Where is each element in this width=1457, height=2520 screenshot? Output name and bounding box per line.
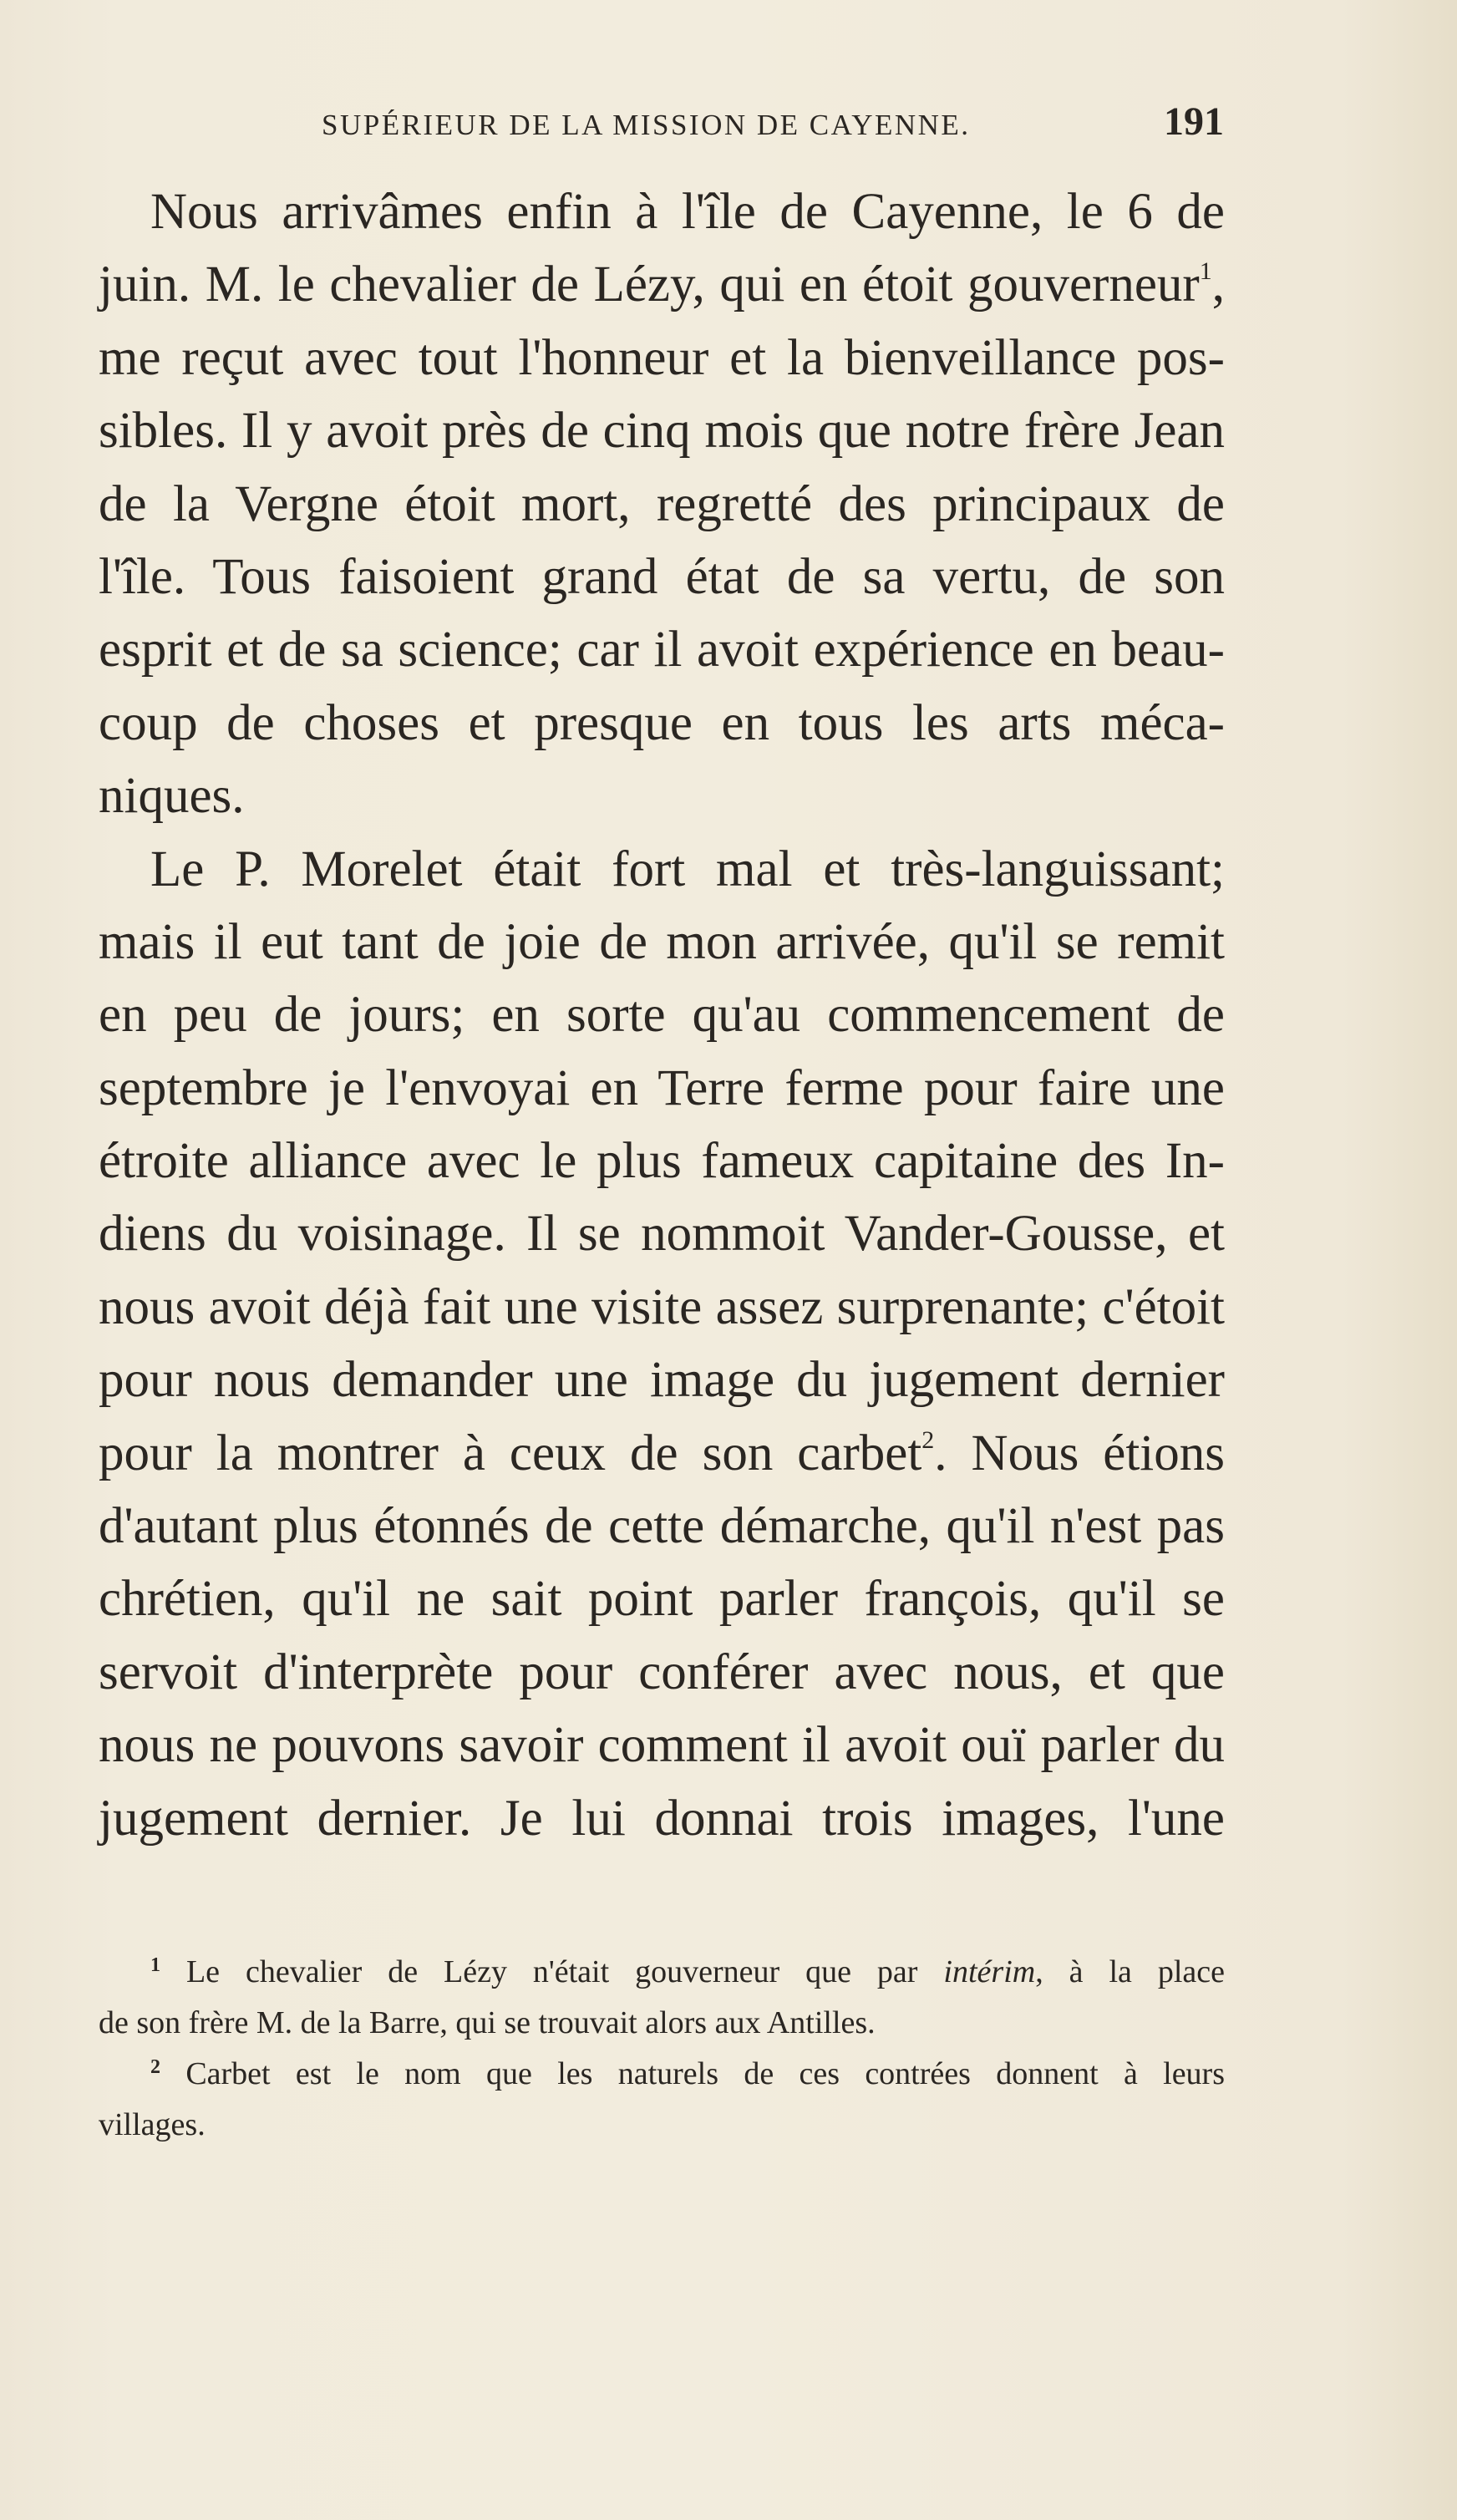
footnote-1-continued: de son frère M. de la Barre, qui se trouvait alors aux Antilles. xyxy=(99,2005,876,2040)
running-title: SUPÉRIEUR DE LA MISSION DE CAYENNE. xyxy=(322,109,971,141)
text-line: sibles. Il y avoit près de cinq mois que notre frère Jean xyxy=(99,403,1225,460)
body-text xyxy=(99,175,1225,1855)
running-head xyxy=(167,99,1224,149)
footnote-2: $^2$ Carbet est le nom que les naturels de ces contrées donnent à leurs xyxy=(150,2056,1225,2091)
text-line: servoit d'interprète pour conférer avec nous, et que xyxy=(99,1644,1225,1700)
footnote-marker: 2 xyxy=(150,2056,160,2078)
text-line: esprit et de sa science; car il avoit expérience en beau- xyxy=(99,622,1225,678)
text-line: d'autant plus étonnés de cette démarche, qu'il n'est pas xyxy=(99,1498,1225,1555)
footnote-2-continued: villages. xyxy=(99,2107,206,2142)
footnote-ref: 1 xyxy=(1199,257,1212,286)
text-line: mais il eut tant de joie de mon arrivée, qu'il se remit xyxy=(99,913,1225,970)
text-line: l'île. Tous faisoient grand état de sa vertu, de son xyxy=(99,548,1225,605)
text-line: jugement dernier. Je lui donnai trois images, l'une xyxy=(99,1790,1225,1847)
text-line: coup de choses et presque en tous les arts méca- xyxy=(99,694,1225,751)
text-line: nous ne pouvons savoir comment il avoit ouï parler du xyxy=(99,1717,1225,1774)
text-line: me reçut avec tout l'honneur et la bienveillance pos- xyxy=(99,329,1225,386)
page-number: 191 xyxy=(1164,99,1224,144)
text-line: Le P. Morelet était fort mal et très-languissant; xyxy=(150,841,1225,897)
footnote-ref: 2 xyxy=(921,1425,935,1454)
text-line: nous avoit déjà fait une visite assez surprenante; c'étoit xyxy=(99,1278,1225,1335)
text-line: septembre je l'envoyai en Terre ferme pour faire une xyxy=(99,1059,1225,1116)
text-line: juin. M. le chevalier de Lézy, qui en étoit gouverneur$^1$, xyxy=(99,257,1225,313)
text-line: pour nous demander une image du jugement dernier xyxy=(99,1352,1225,1409)
text-line: Nous arrivâmes enfin à l'île de Cayenne, le 6 de xyxy=(150,184,1225,240)
text-line: niques. xyxy=(99,768,245,825)
text-line: chrétien, qu'il ne sait point parler françois, qu'il se xyxy=(99,1571,1225,1628)
text-line: pour la montrer à ceux de son carbet$^2$. Nous étions xyxy=(99,1425,1225,1481)
footnote-1: $^1$ Le chevalier de Lézy n'était gouverneur que par intérim, à la place xyxy=(150,1954,1226,1989)
footnote-marker: 1 xyxy=(150,1954,160,1976)
footnotes xyxy=(99,1947,1225,2151)
text-line: diens du voisinage. Il se nommoit Vander-Gousse, et xyxy=(99,1206,1225,1263)
text-line: de la Vergne étoit mort, regretté des principaux de xyxy=(99,475,1225,532)
text-line: en peu de jours; en sorte qu'au commencement de xyxy=(99,987,1225,1044)
text-line: étroite alliance avec le plus fameux capitaine des In- xyxy=(99,1133,1225,1190)
